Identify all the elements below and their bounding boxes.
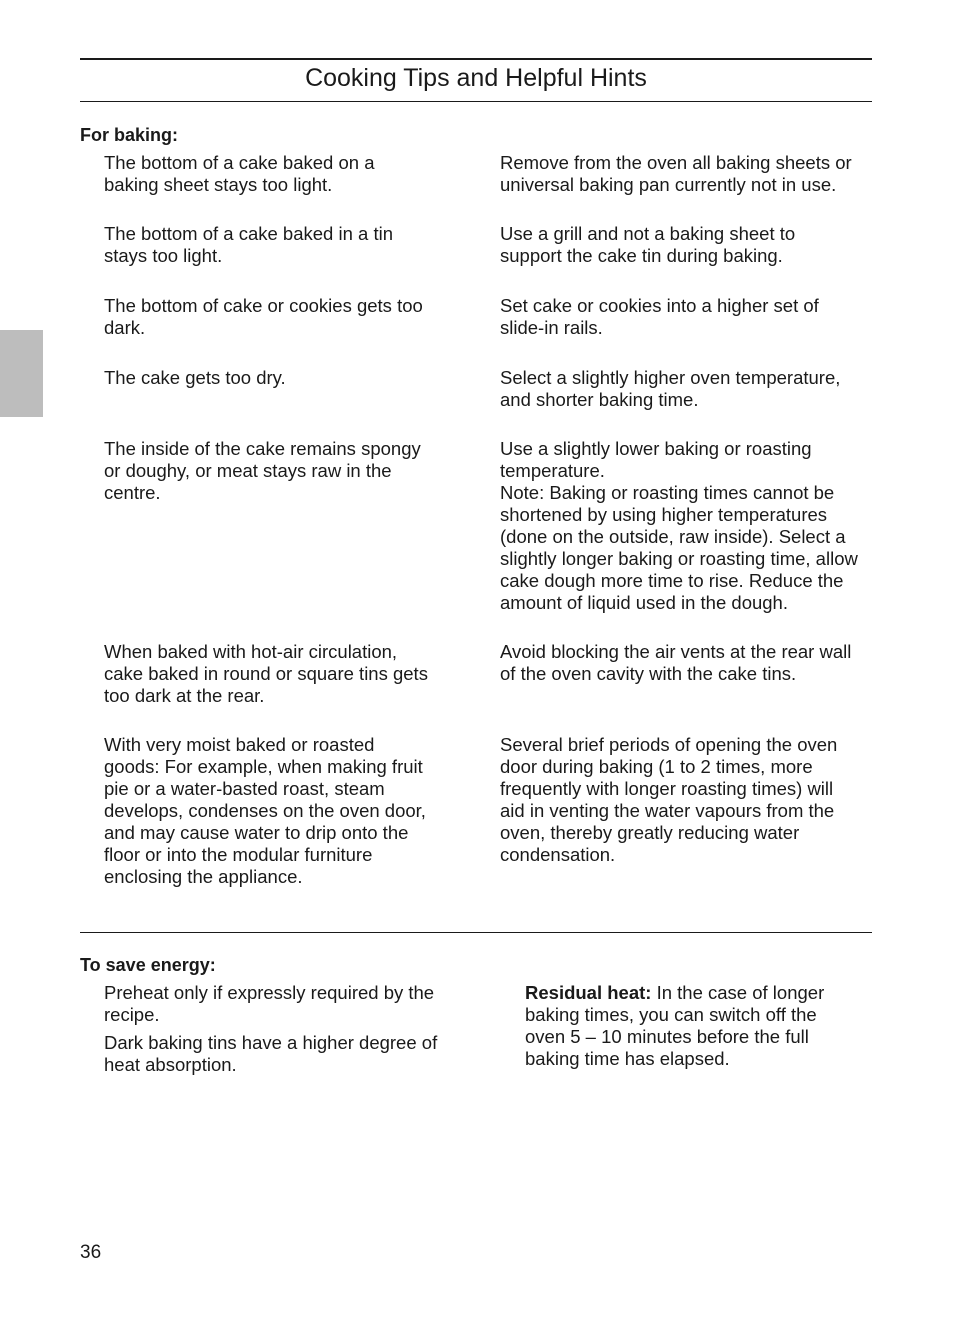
energy-tip-1: Preheat only if expressly required by the recipe. [104, 982, 435, 1025]
section-tab-marker [0, 330, 43, 417]
baking-remedy-5: Use a slightly lower baking or roasting temperature. Note: Baking or roasting times cannot be shortened by using higher temperatures (done on the outside, raw inside). Select a slightly longer baking or roasting time, allow cake dough more time to rise. Reduce the amount of liquid used in the dough. [500, 438, 858, 613]
baking-problem-6: When baked with hot-air circulation, cake baked in round or square tins gets too dark at the rear. [104, 641, 428, 706]
baking-problem-7: With very moist baked or roasted goods: For example, when making fruit pie or a water-basted roast, steam develops, condenses on the oven door, and may cause water to drip onto the floor or into the modular furniture enclosing the appliance. [104, 734, 426, 887]
residual-heat-label: Residual heat: [525, 982, 652, 1003]
residual-heat-text: In the case of longer baking times, you can switch off the oven 5 – 10 minutes before the full baking time has elapsed. [525, 982, 825, 1069]
energy-tip-2: Dark baking tins have a higher degree of heat absorption. [104, 1032, 438, 1075]
baking-problem-2: The bottom of a cake baked in a tin stays too light. [104, 223, 393, 266]
energy-heading: To save energy: [80, 955, 216, 975]
baking-remedy-4: Select a slightly higher oven temperature, and shorter baking time. [500, 367, 841, 410]
baking-problem-1: The bottom of a cake baked on a baking sheet stays too light. [104, 152, 375, 195]
page-title: Cooking Tips and Helpful Hints [305, 64, 647, 92]
baking-remedy-6: Avoid blocking the air vents at the rear wall of the oven cavity with the cake tins. [500, 641, 852, 684]
baking-heading: For baking: [80, 125, 178, 145]
top-rule [80, 58, 872, 60]
baking-remedy-2: Use a grill and not a baking sheet to support the cake tin during baking. [500, 223, 796, 266]
baking-remedy-1: Remove from the oven all baking sheets or universal baking pan currently not in use. [500, 152, 852, 195]
page-number: 36 [80, 1242, 102, 1263]
residual-heat-note [525, 982, 875, 1070]
baking-problem-5: The inside of the cake remains spongy or doughy, or meat stays raw in the centre. [104, 438, 421, 503]
baking-problem-4: The cake gets too dry. [104, 367, 286, 388]
section-rule [80, 932, 872, 933]
baking-remedy-3: Set cake or cookies into a higher set of slide-in rails. [500, 295, 819, 338]
baking-problem-3: The bottom of cake or cookies gets too dark. [104, 295, 423, 338]
title-rule [80, 101, 872, 102]
baking-remedy-7: Several brief periods of opening the oven door during baking (1 to 2 times, more frequently with longer roasting times) will aid in venting the water vapours from the oven, thereby greatly reducing water condensation. [500, 734, 838, 865]
